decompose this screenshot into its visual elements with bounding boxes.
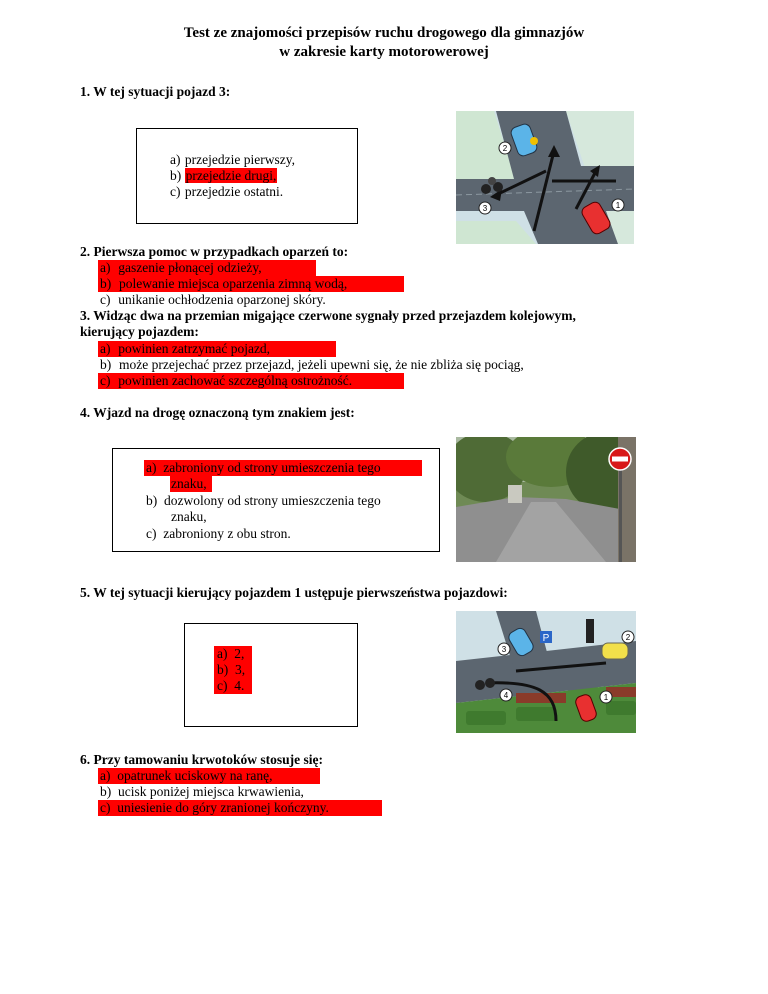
svg-text:1: 1 xyxy=(603,693,609,702)
q1-option-b[interactable]: b) przejedzie drugi, xyxy=(170,168,277,183)
label-1-icon xyxy=(600,691,612,703)
q6-option-a[interactable]: a) opatrunek uciskowy na ranę, xyxy=(100,768,273,783)
q4-option-b-continued: znaku, xyxy=(171,509,207,524)
label-3-icon xyxy=(479,202,491,214)
q2-option-b[interactable]: b) polewanie miejsca oparzenia zimną wodą, xyxy=(100,276,348,291)
no-entry-sign-photo xyxy=(456,437,636,562)
label-4-icon xyxy=(500,689,512,701)
q1-correct-answer: przejedzie drugi, xyxy=(185,168,277,183)
q3-option-b[interactable]: b) może przejechać przez przejazd, jeżeli upewni się, że nie zbliża się pociąg, xyxy=(100,357,524,372)
q1-option-a[interactable]: a) przejedzie pierwszy, xyxy=(170,152,295,167)
question-5: 5. W tej sytuacji kierujący pojazdem 1 ustępuje pierwszeństwa pojazdowi: xyxy=(80,585,508,600)
q5-option-a[interactable]: a) 2, xyxy=(217,646,245,661)
svg-text:P: P xyxy=(542,633,550,644)
q4-option-a-continued: znaku, xyxy=(171,476,207,491)
svg-text:4: 4 xyxy=(503,691,509,700)
q5-option-b[interactable]: b) 3, xyxy=(217,662,246,677)
answer-box-5 xyxy=(184,623,358,727)
question-4: 4. Wjazd na drogę oznaczoną tym znakiem jest: xyxy=(80,405,355,420)
q1-option-c[interactable]: c) przejedzie ostatni. xyxy=(170,184,284,199)
no-entry-sign-icon xyxy=(609,448,631,470)
svg-text:2: 2 xyxy=(625,633,631,642)
q3-option-a[interactable]: a) powinien zatrzymać pojazd, xyxy=(100,341,271,356)
question-1: 1. W tej sytuacji pojazd 3: xyxy=(80,84,231,99)
label-2-icon xyxy=(499,142,511,154)
svg-text:3: 3 xyxy=(482,204,488,213)
title-line-2: w zakresie karty motorowerowej xyxy=(279,44,489,60)
q6-option-c[interactable]: c) uniesienie do góry zranionej kończyny. xyxy=(100,800,329,815)
label-3-icon xyxy=(498,643,510,655)
q3-option-c[interactable]: c) powinien zachować szczególną ostrożność. xyxy=(100,373,353,388)
intersection-image-5 xyxy=(456,611,636,733)
page-title xyxy=(0,24,768,62)
question-3: 3. Widząc dwa na przemian migające czerwone sygnały przed przejazdem kolejowym, kierujący pojazdem: xyxy=(80,308,576,339)
q4-option-b[interactable]: b) dozwolony od strony umieszczenia tego xyxy=(146,493,381,508)
q6-option-b[interactable]: b) ucisk poniżej miejsca krwawienia, xyxy=(100,784,304,799)
q5-option-c[interactable]: c) 4. xyxy=(217,678,245,693)
label-1-icon xyxy=(612,199,624,211)
q2-option-a[interactable]: a) gaszenie płonącej odzieży, xyxy=(100,260,262,275)
title-line-1: Test ze znajomości przepisów ruchu drogowego dla gimnazjów xyxy=(183,25,585,41)
parking-sign-icon xyxy=(540,631,552,644)
q4-option-c[interactable]: c) zabroniony z obu stron. xyxy=(146,526,291,541)
svg-text:1: 1 xyxy=(615,201,621,210)
q2-option-c[interactable]: c) unikanie ochłodzenia oparzonej skóry. xyxy=(100,292,326,307)
q4-option-a[interactable]: a) zabroniony od strony umieszczenia tego xyxy=(146,460,381,475)
svg-text:2: 2 xyxy=(502,144,508,153)
svg-text:3: 3 xyxy=(501,645,507,654)
question-2: 2. Pierwsza pomoc w przypadkach oparzeń to: xyxy=(80,244,349,259)
label-2-icon xyxy=(622,631,634,643)
intersection-image-1 xyxy=(456,111,634,244)
question-6: 6. Przy tamowaniu krwotoków stosuje się: xyxy=(80,752,323,767)
